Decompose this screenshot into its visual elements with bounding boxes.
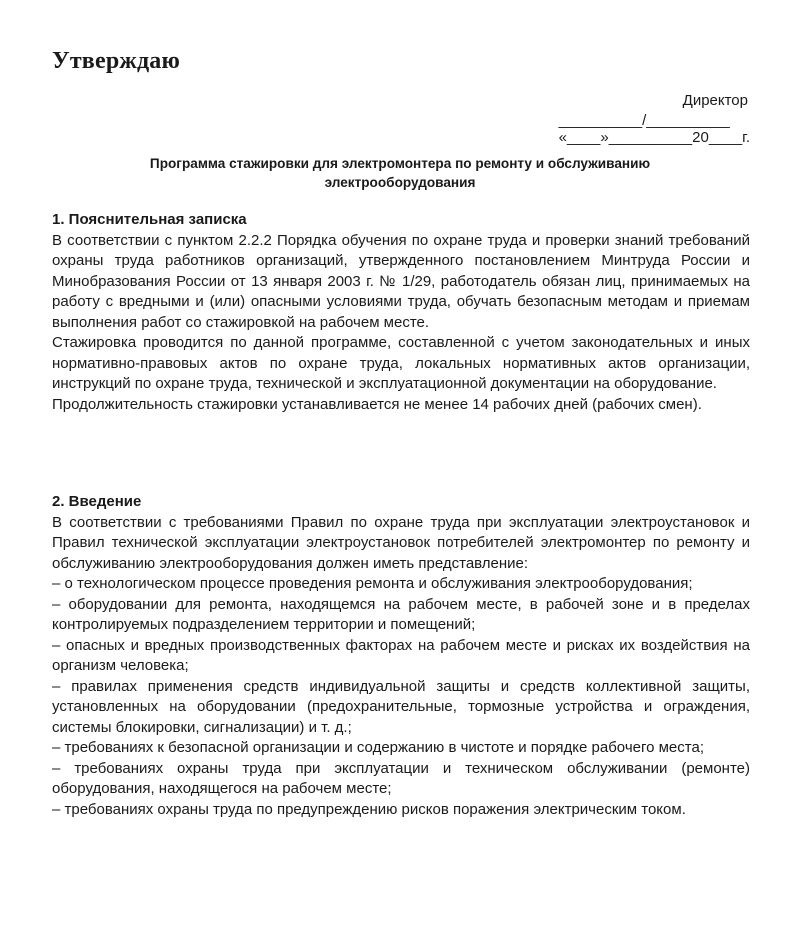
list-item: – опасных и вредных производственных факторах на рабочем месте и рисках их воздействия на организм человека;: [52, 636, 750, 674]
list-item: – правилах применения средств индивидуальной защиты и средств коллективной защиты, установленных на оборудовании (предохранительные, тормозные устройства и ограждения, системы блокировки, сигнализации) и т. д.;: [52, 677, 750, 736]
program-title-line1: Программа стажировки для электромонтера по ремонту и обслуживанию: [149, 156, 651, 171]
approval-heading: Утверждаю: [52, 48, 181, 74]
list-item: – требованиях охраны труда при эксплуатации и техническом обслуживании (ремонте) оборудования, находящегося на рабочем месте;: [52, 759, 750, 797]
section-introduction: [52, 492, 750, 820]
signature-block: [559, 112, 750, 146]
date-line: «____»__________20____г.: [558, 129, 750, 146]
section1-heading: 1. Пояснительная записка: [52, 211, 247, 228]
list-item: – требованиях к безопасной организации и содержанию в чистоте и порядке рабочего места;: [52, 739, 704, 756]
section1-paragraph-2: Стажировка проводится по данной программе, составленной с учетом законодательных и иных нормативно-правовых актов по охране труда, локальных нормативных актов организации, инструкций по охране труда, технической и эксплуатационной документации на оборудование.: [52, 334, 750, 392]
section1-paragraph-3: Продолжительность стажировки устанавливается не менее 14 рабочих дней (рабочих смен).: [52, 395, 702, 413]
list-item: – требованиях охраны труда по предупреждению рисков поражения электрическим током.: [52, 800, 686, 818]
director-label: Директор: [682, 92, 748, 109]
section2-heading: 2. Введение: [52, 493, 142, 510]
list-item: – оборудовании для ремонта, находящемся на рабочем месте, в рабочей зоне и в пределах контролируемых подразделением территории и помещений;: [52, 595, 750, 633]
signature-line: __________/__________: [558, 112, 730, 129]
section1-paragraph-1: В соответствии с пунктом 2.2.2 Порядка обучения по охране труда и проверки знаний требований охраны труда работников организаций, утвержденного постановлением Минтруда России и Минобразования России от 13 января 2003 г. № 1/29, работодатель обязан лиц, принимаемых на работу с вредными и (или) опасными условиями труда, обучать безопасным методам и приемам выполнения работ со стажировкой на рабочем месте.: [52, 231, 750, 331]
list-item: – о технологическом процессе проведения ремонта и обслуживания электрооборудования;: [52, 575, 693, 592]
program-title: [60, 154, 740, 192]
section2-intro: В соответствии с требованиями Правил по охране труда при эксплуатации электроустановок и Правил технической эксплуатации электроустановок потребителей электромонтер по ремонту и обслуживанию электрооборудования должен иметь представление:: [52, 513, 750, 572]
program-title-line2: электрооборудования: [324, 175, 476, 190]
section-explanatory-note: [52, 210, 750, 415]
